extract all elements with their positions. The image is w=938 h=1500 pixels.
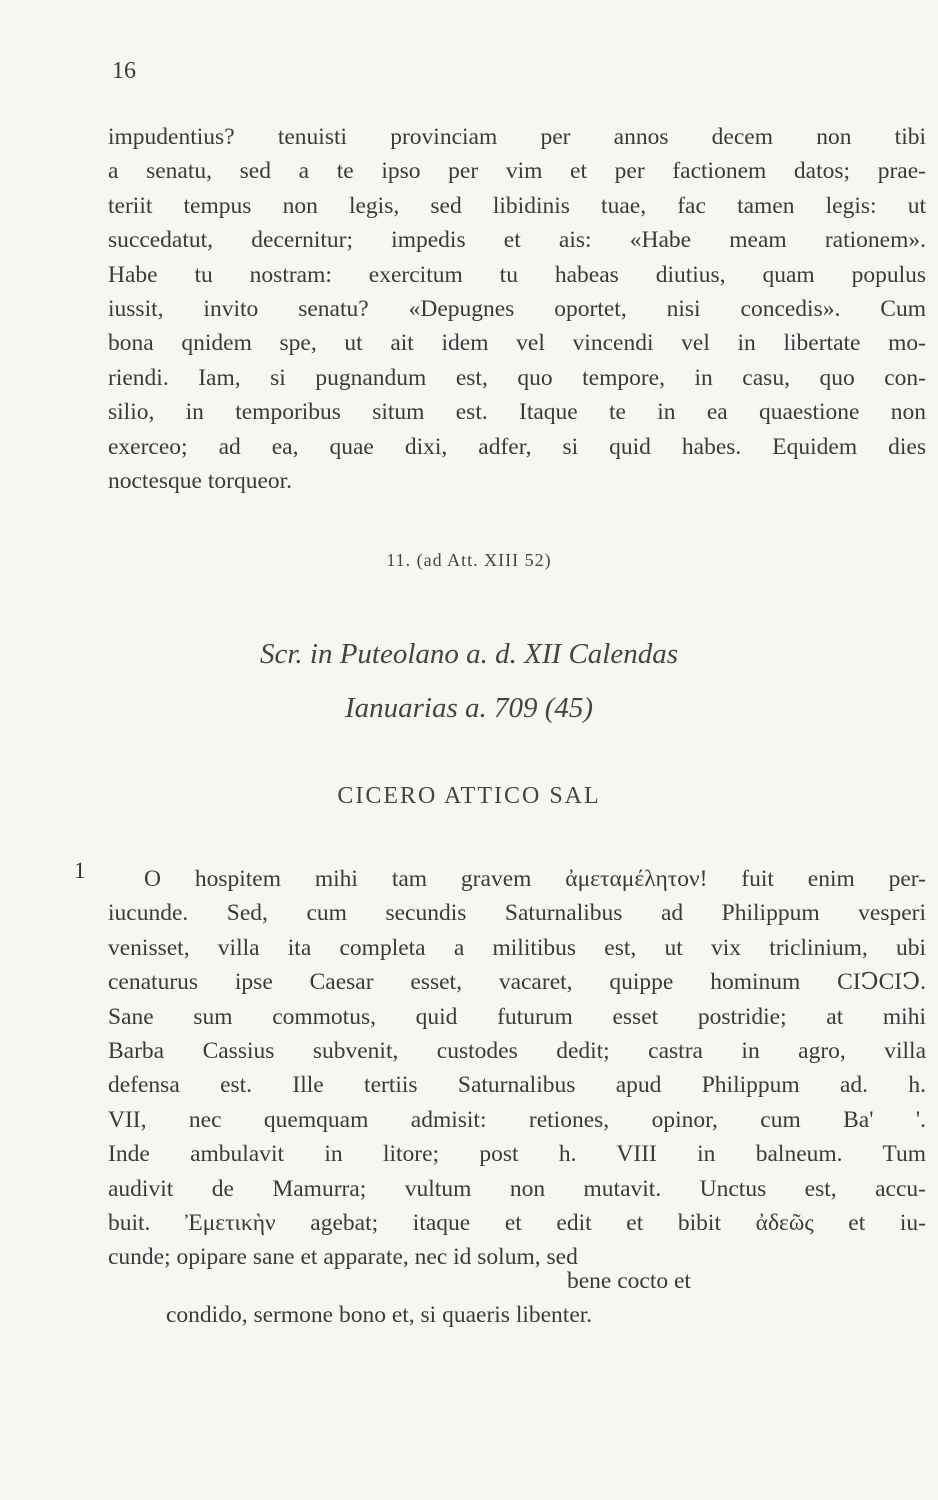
text-line: iussit, invito senatu? «Depugnes oportet, nisi concedis». Cum (108, 296, 926, 323)
letter-body-paragraph (108, 862, 926, 1275)
text-line: cenaturus ipse Caesar esset, vacaret, quippe hominum CIↃCIↃ. (108, 969, 926, 996)
text-line: Inde ambulavit in litore; post h. VIII in balneum. Tum (108, 1141, 926, 1168)
page-number: 16 (112, 58, 136, 84)
text-line: a senatu, sed a te ipso per vim et per factionem datos; prae- (108, 158, 926, 185)
text-line: O hospitem mihi tam gravem ἀμεταμέλητον! fuit enim per- (144, 866, 926, 892)
text-line: bona qnidem spe, ut ait idem vel vincendi vel in libertate mo- (108, 330, 926, 357)
text-line: impudentius? tenuisti provinciam per annos decem non tibi (108, 124, 926, 150)
place-date-line-2: Ianuarias a. 709 (45) (344, 692, 594, 724)
text-line: defensa est. Ille tertiis Saturnalibus apud Philippum ad. h. (108, 1072, 926, 1099)
text-line: noctesque torqueor. (108, 468, 293, 495)
section-number: 1 (74, 858, 86, 883)
text-line: buit. Ἐμετικὴν agebat; itaque et edit et bibit ἀδεῶς et iu- (108, 1210, 926, 1237)
paragraph-continued (108, 120, 926, 498)
text-line: Habe tu nostram: exercitum tu habeas diutius, quam populus (108, 261, 926, 288)
text-line-fragment: bene cocto et (567, 1268, 691, 1294)
text-line: VII, nec quemquam admisit: retiones, opinor, cum Ba' '. (108, 1106, 926, 1133)
text-line: Barba Cassius subvenit, custodes dedit; castra in agro, villa (108, 1038, 926, 1065)
text-line: succedatut, decernitur; impedis et ais: «Habe meam rationem». (108, 227, 926, 254)
text-line: riendi. Iam, si pugnandum est, quo tempore, in casu, quo con- (108, 364, 926, 391)
text-line: exerceo; ad ea, quae dixi, adfer, si quid habes. Equidem dies (108, 433, 926, 460)
letter-number-heading: 11. (ad Att. XIII 52) (386, 550, 552, 570)
text-line: iucunde. Sed, cum secundis Saturnalibus ad Philippum vesperi (108, 900, 926, 927)
text-line-final: condido, sermone bono et, si quaeris libenter. (166, 1302, 593, 1328)
place-date-line-1: Scr. in Puteolano a. d. XII Calendas (259, 638, 679, 670)
salutation-heading: CICERO ATTICO SAL (337, 783, 601, 809)
text-line: venisset, villa ita completa a militibus est, ut vix triclinium, ubi (108, 934, 926, 961)
text-line: cunde; opipare sane et apparate, nec id solum, sed (108, 1244, 578, 1271)
text-line: Sane sum commotus, quid futurum esset postridie; at mihi (108, 1003, 926, 1030)
text-line: teriit tempus non legis, sed libidinis tuae, fac tamen legis: ut (108, 192, 926, 219)
text-line: audivit de Mamurra; vultum non mutavit. Unctus est, accu- (108, 1175, 926, 1202)
text-line: silio, in temporibus situm est. Itaque te in ea quaestione non (108, 399, 926, 426)
